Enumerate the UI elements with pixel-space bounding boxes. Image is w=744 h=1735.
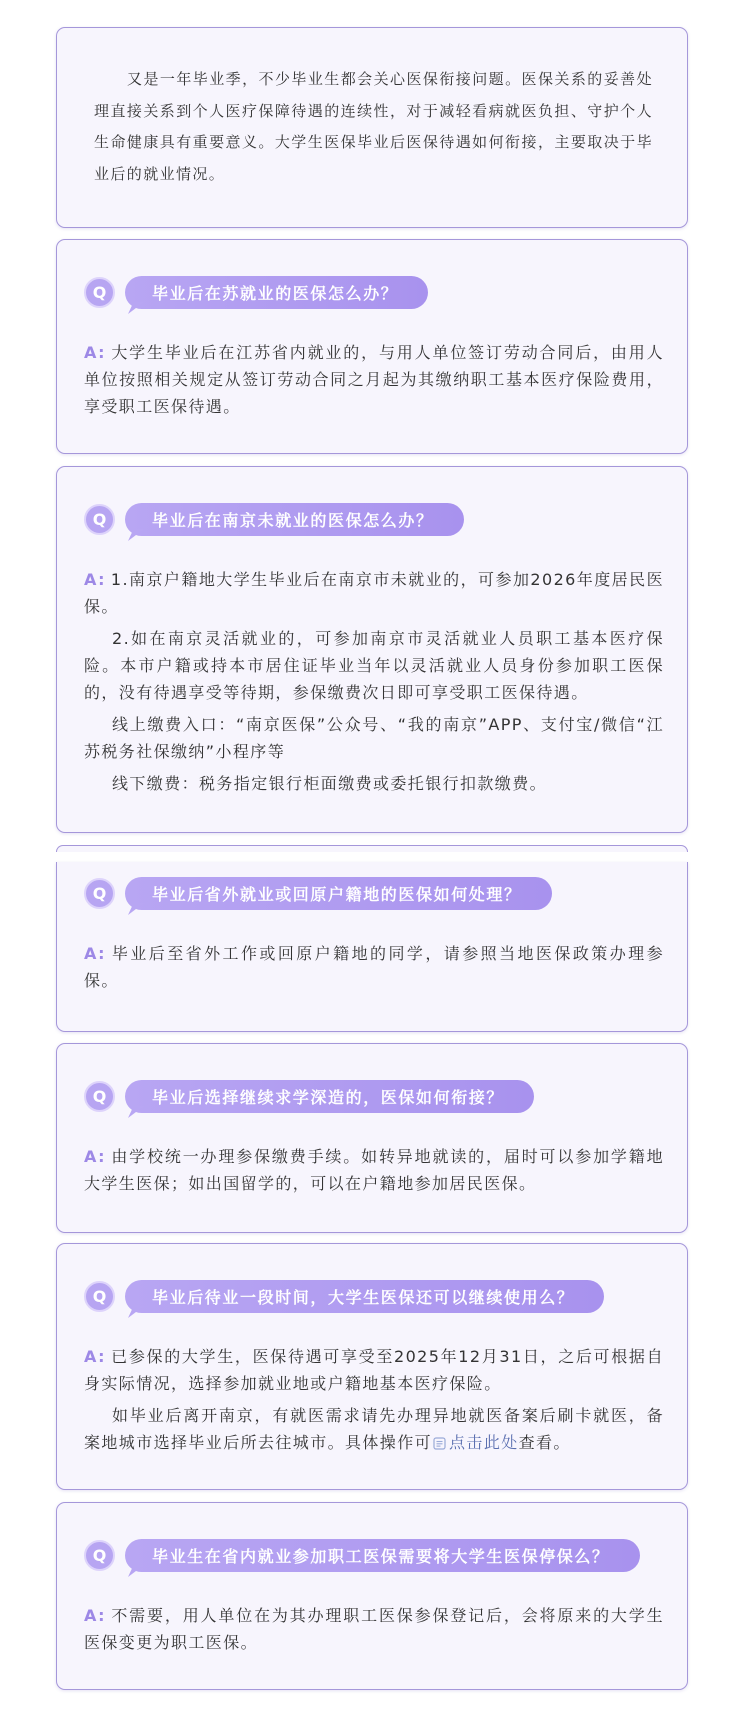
answer-block bbox=[84, 566, 664, 797]
question-bubble bbox=[125, 877, 552, 910]
question-text: 毕业后在苏就业的医保怎么办？ bbox=[152, 284, 399, 303]
qa-card-2 bbox=[56, 466, 688, 833]
q-badge-icon: Q bbox=[84, 277, 115, 308]
qa-card-1 bbox=[56, 239, 688, 454]
answer-label: A: bbox=[84, 1606, 106, 1625]
bubble-tail bbox=[128, 903, 144, 915]
answer-block bbox=[84, 1602, 664, 1656]
intro-card bbox=[56, 27, 688, 228]
answer-text: 大学生毕业后在江苏省内就业的，与用人单位签订劳动合同后，由用人单位按照相关规定从签订劳动合同之月起为其缴纳职工基本医疗保险费用，享受职工医保待遇。 bbox=[84, 343, 664, 416]
qa-card-5 bbox=[56, 1243, 688, 1490]
q-badge-icon: Q bbox=[84, 1281, 115, 1312]
question-text: 毕业后待业一段时间，大学生医保还可以继续使用么？ bbox=[152, 1288, 575, 1307]
answer-label: A: bbox=[84, 1347, 106, 1366]
answer-block bbox=[84, 940, 664, 994]
q-badge-icon: Q bbox=[84, 1540, 115, 1571]
question-header bbox=[84, 274, 664, 311]
qa-card-6 bbox=[56, 1502, 688, 1690]
answer-paragraph bbox=[84, 1602, 664, 1656]
answer-paragraph: 线上缴费入口：“南京医保”公众号、“我的南京”APP、支付宝/微信“江苏税务社保缴纳”小程序等 bbox=[84, 715, 664, 761]
answer-paragraph bbox=[84, 339, 664, 420]
answer-block bbox=[84, 1343, 664, 1456]
answer-paragraph bbox=[84, 1343, 664, 1397]
qa-card-3 bbox=[56, 862, 688, 1032]
bubble-tail bbox=[128, 1565, 144, 1577]
q-badge-icon: Q bbox=[84, 1081, 115, 1112]
document-link-icon[interactable] bbox=[433, 1437, 446, 1450]
question-bubble bbox=[125, 1539, 640, 1572]
question-text: 毕业后在南京未就业的医保怎么办？ bbox=[152, 511, 434, 530]
answer-paragraph bbox=[84, 1143, 664, 1197]
answer-label: A: bbox=[84, 570, 106, 589]
q-badge-icon: Q bbox=[84, 504, 115, 535]
answer-paragraph: 线下缴费：税务指定银行柜面缴费或委托银行扣款缴费。 bbox=[112, 774, 548, 793]
bubble-tail bbox=[128, 529, 144, 541]
question-text: 毕业后选择继续求学深造的，医保如何衔接？ bbox=[152, 1088, 505, 1107]
click-here-link[interactable]: 点击此处 bbox=[449, 1433, 519, 1452]
answer-paragraph: 2.如在南京灵活就业的，可参加南京市灵活就业人员职工基本医疗保险。本市户籍或持本市居住证毕业当年以灵活就业人员身份参加职工医保的，没有待遇享受等待期，参保缴费次日即可享受职工医保待遇。 bbox=[84, 629, 664, 702]
card-top-edge bbox=[56, 845, 688, 852]
answer-label: A: bbox=[84, 343, 106, 362]
answer-paragraph bbox=[84, 566, 664, 620]
question-bubble bbox=[125, 1280, 604, 1313]
answer-text: 由学校统一办理参保缴费手续。如转异地就读的，届时可以参加学籍地大学生医保；如出国留学的，可以在户籍地参加居民医保。 bbox=[84, 1147, 664, 1193]
answer-label: A: bbox=[84, 944, 106, 963]
answer-label: A: bbox=[84, 1147, 106, 1166]
bubble-tail bbox=[128, 302, 144, 314]
question-header bbox=[84, 1278, 664, 1315]
question-header bbox=[84, 1078, 664, 1115]
question-text: 毕业生在省内就业参加职工医保需要将大学生医保停保么？ bbox=[152, 1547, 610, 1566]
question-text: 毕业后省外就业或回原户籍地的医保如何处理？ bbox=[152, 885, 522, 904]
answer-block bbox=[84, 1143, 664, 1197]
answer-paragraph-with-link bbox=[84, 1402, 664, 1456]
question-header bbox=[84, 875, 664, 912]
answer-block bbox=[84, 339, 664, 420]
question-bubble bbox=[125, 1080, 534, 1113]
question-header bbox=[84, 501, 664, 538]
answer-text: 不需要，用人单位在为其办理职工医保参保登记后，会将原来的大学生医保变更为职工医保。 bbox=[84, 1606, 664, 1652]
qa-card-4 bbox=[56, 1043, 688, 1233]
question-bubble bbox=[125, 503, 464, 536]
bubble-tail bbox=[128, 1106, 144, 1118]
q-badge-icon: Q bbox=[84, 878, 115, 909]
answer-text: 已参保的大学生，医保待遇可享受至2025年12月31日，之后可根据自身实际情况，选择参加就业地或户籍地基本医疗保险。 bbox=[84, 1347, 664, 1393]
answer-text: 如毕业后离开南京，有就医需求请先办理异地就医备案后刷卡就医，备案地城市选择毕业后所去往城市。具体操作可 bbox=[84, 1406, 664, 1452]
bubble-tail bbox=[128, 1306, 144, 1318]
answer-paragraph bbox=[84, 940, 664, 994]
question-bubble bbox=[125, 276, 428, 309]
answer-text: 毕业后至省外工作或回原户籍地的同学，请参照当地医保政策办理参保。 bbox=[84, 944, 664, 990]
intro-paragraph: 又是一年毕业季，不少毕业生都会关心医保衔接问题。医保关系的妥善处理直接关系到个人医疗保障待遇的连续性，对于减轻看病就医负担、守护个人生命健康具有重要意义。大学生医保毕业后医保待遇如何衔接，主要取决于毕业后的就业情况。 bbox=[94, 70, 653, 184]
answer-text: 查看。 bbox=[518, 1433, 571, 1452]
question-header bbox=[84, 1537, 664, 1574]
answer-text: 1.南京户籍地大学生毕业后在南京市未就业的，可参加2026年度居民医保。 bbox=[84, 570, 664, 616]
